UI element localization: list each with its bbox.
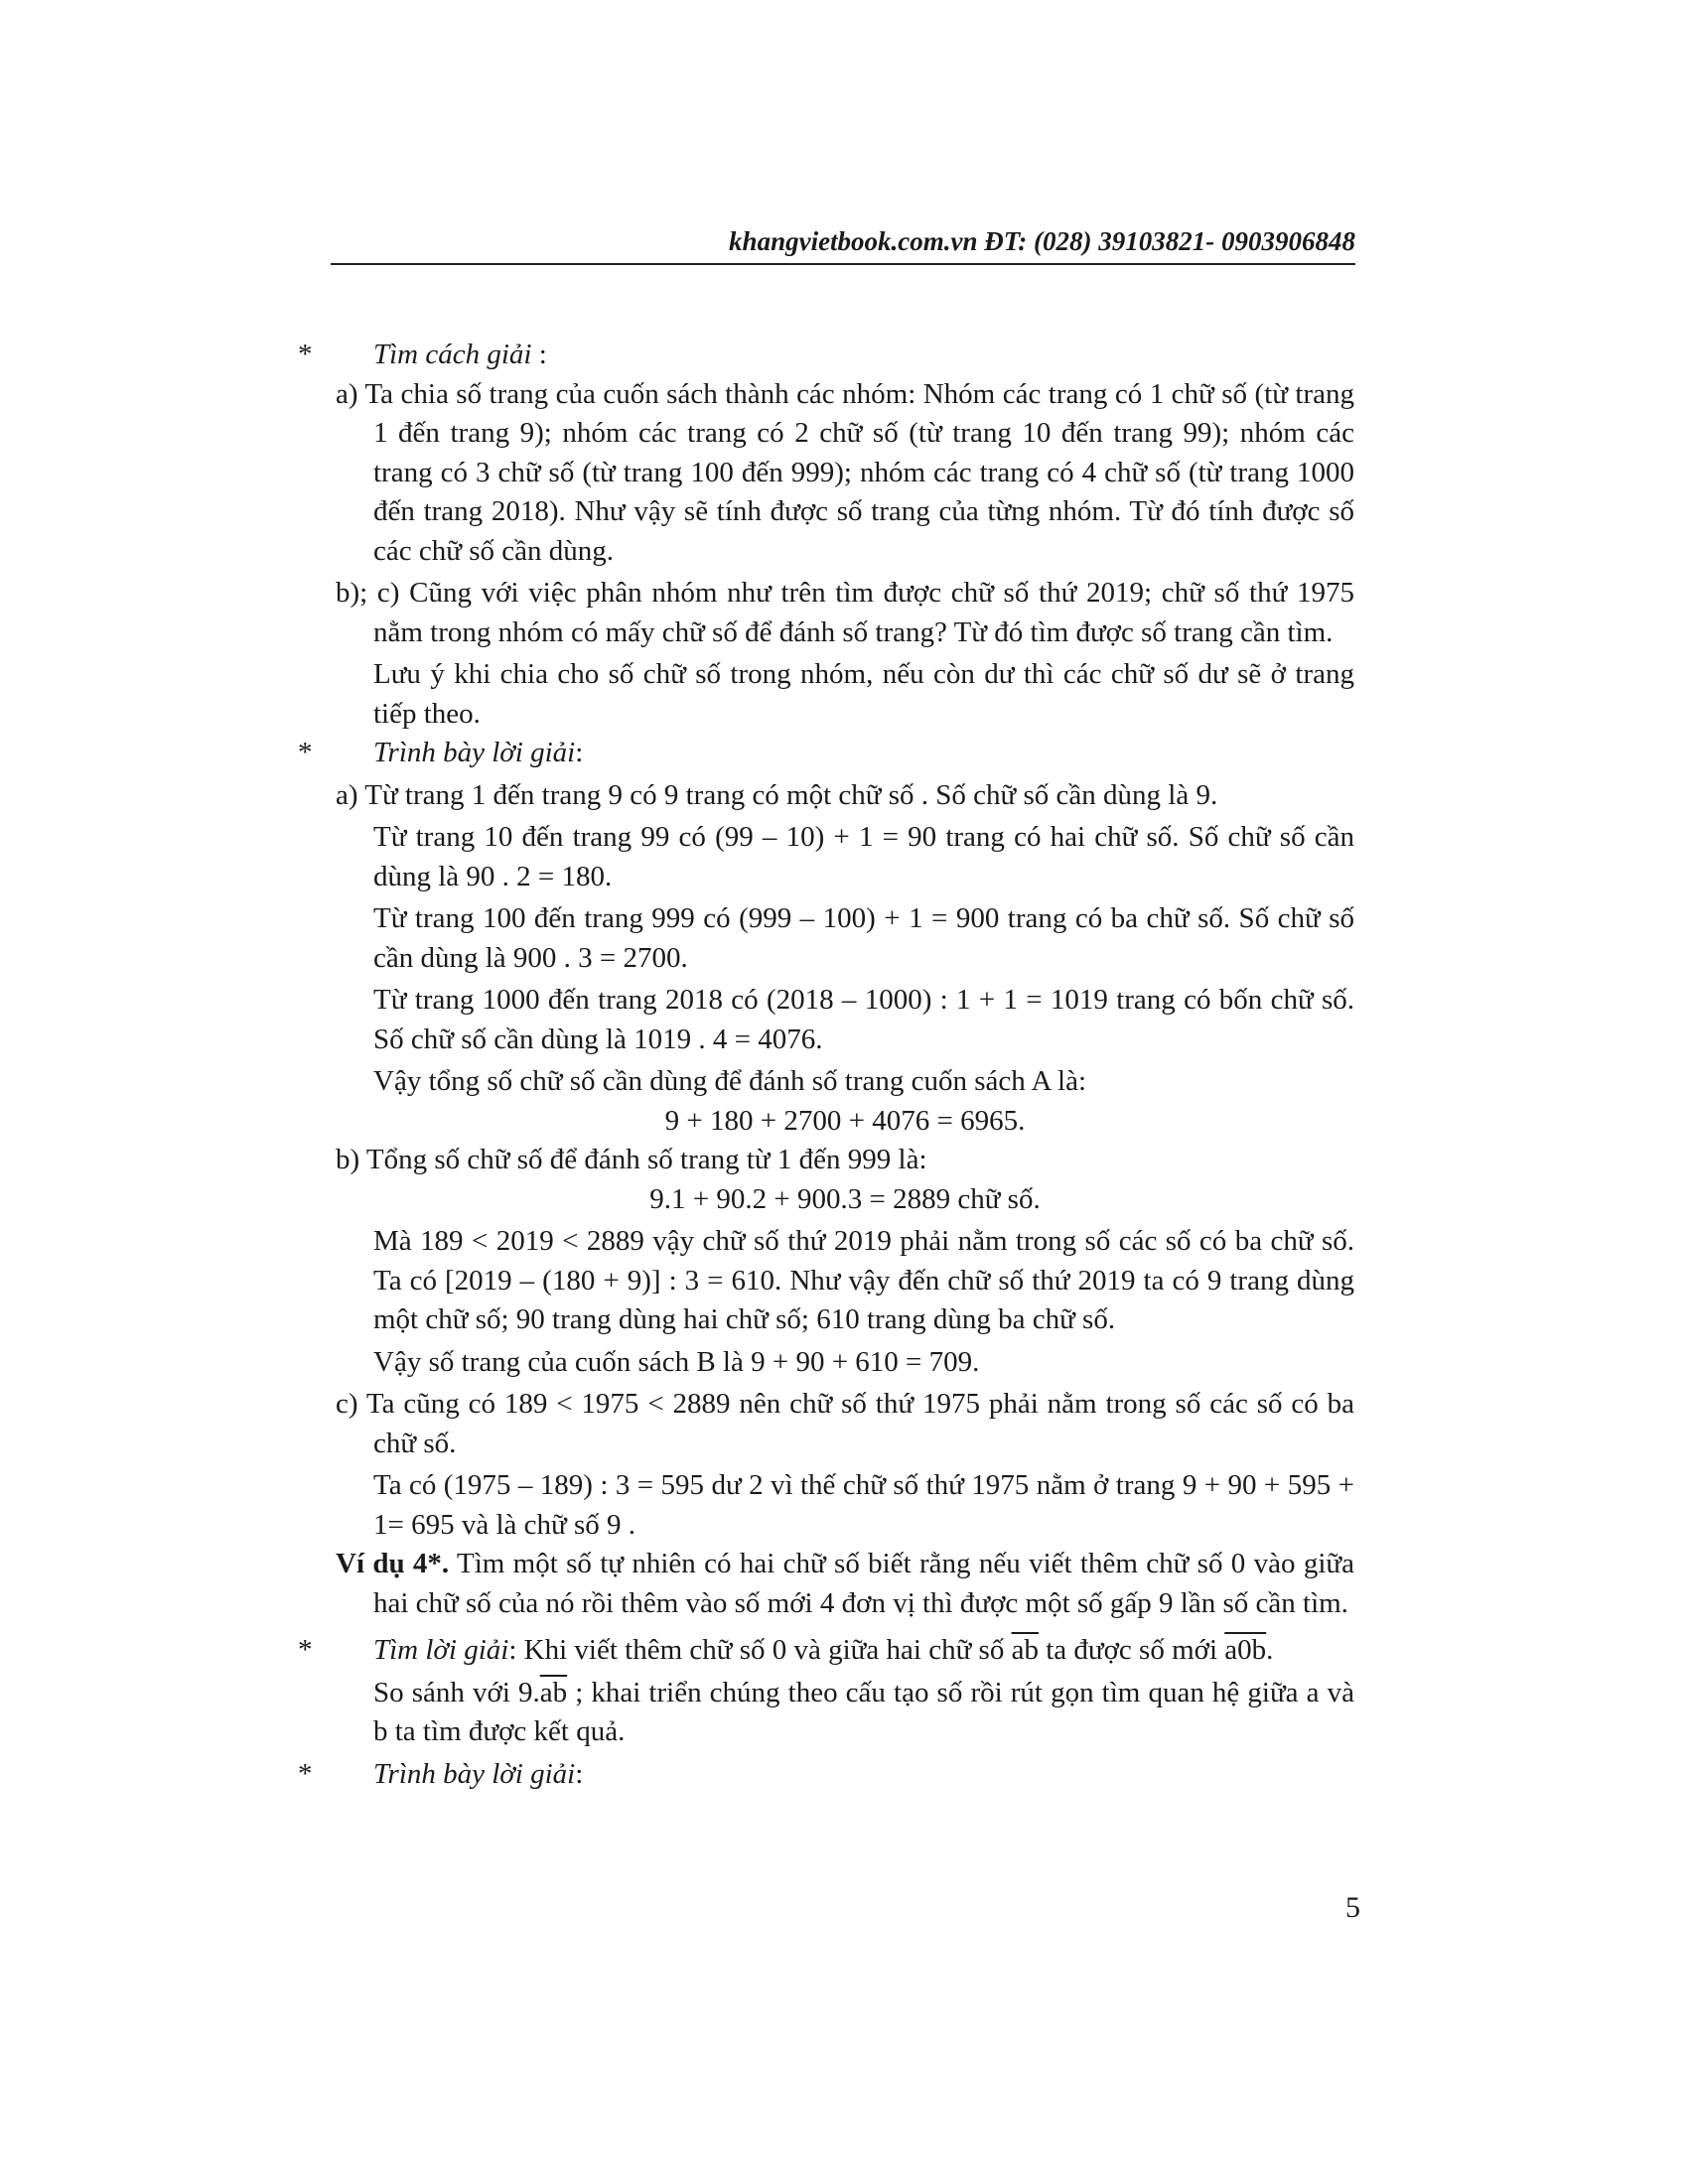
- solution-c-line1: c) Ta cũng có 189 < 1975 < 2889 nên chữ số thứ 1975 phải nằm trong số các số có ba chữ số.: [336, 1388, 1354, 1459]
- solution-b-line3: Mà 189 < 2019 < 2889 vậy chữ số thứ 2019 phải nằm trong số các số có ba chữ số. Ta có [2019 – (180 + 9)] : 3 = 610. Như vậy đến chữ số thứ 2019 ta có 9 trang dùng một chữ số; 90 trang dùng hai chữ số; 610 trang dùng ba chữ số.: [373, 1225, 1354, 1335]
- solution-heading: * Trình bày lời giải:: [298, 737, 584, 768]
- solution-a-line4: Từ trang 1000 đến trang 2018 có (2018 – 1000) : 1 + 1 = 1019 trang có bốn chữ số. Số chữ số cần dùng là 1019 . 4 = 4076.: [373, 984, 1354, 1055]
- solution-a-total: 9 + 180 + 2700 + 4076 = 6965.: [664, 1104, 1026, 1137]
- solution-b-line1: b) Tổng số chữ số để đánh số trang từ 1 đến 999 là:: [336, 1144, 927, 1175]
- solution-a-line3: Từ trang 100 đến trang 999 có (999 – 100) + 1 = 900 trang có ba chữ số. Số chữ số cần dùng là 900 . 3 = 2700.: [373, 902, 1354, 974]
- example-4: Ví dụ 4*. Tìm một số tự nhiên có hai chữ số biết rằng nếu viết thêm chữ số 0 vào giữa hai chữ số của nó rồi thêm vào số mới 4 đơn vị thì được một số gấp 9 lần số cần tìm.: [336, 1548, 1354, 1619]
- find-solution-line1: * Tìm lời giải: Khi viết thêm chữ số 0 và giữa hai chữ số $\overline{ab}$ ta được số mới a0b.: [298, 1634, 1274, 1666]
- overline-ab: $\overline{ab}$: [1011, 1634, 1039, 1666]
- find-method-heading: * Tìm cách giải :: [298, 339, 547, 370]
- solution-heading-2: * Trình bày lời giải:: [298, 1757, 584, 1790]
- solution-b-formula: 9.1 + 90.2 + 900.3 = 2889 chữ số.: [649, 1182, 1041, 1215]
- method-note: Lưu ý khi chia cho số chữ số trong nhóm, nếu còn dư thì các chữ số dư sẽ ở trang tiếp theo.: [373, 658, 1354, 730]
- page-content: [298, 336, 1354, 1794]
- solution-a-line2: Từ trang 10 đến trang 99 có (99 – 10) + 1 = 90 trang có hai chữ số. Số chữ số cần dùng là 90 . 2 = 180.: [373, 821, 1354, 892]
- solution-a-line5: Vậy tổng số chữ số cần dùng để đánh số trang cuốn sách A là:: [373, 1065, 1087, 1097]
- page-header: khangvietbook.com.vn ĐT: (028) 39103821- 0903906848: [331, 226, 1355, 265]
- solution-b-line4: Vậy số trang của cuốn sách B là 9 + 90 + 610 = 709.: [373, 1345, 980, 1378]
- solution-a-line1: a) Từ trang 1 đến trang 9 có 9 trang có một chữ số . Số chữ số cần dùng là 9.: [336, 778, 1218, 811]
- solution-c-line2: Ta có (1975 – 189) : 3 = 595 dư 2 vì thế chữ số thứ 1975 nằm ở trang 9 + 90 + 595 + 1= 695 và là chữ số 9 .: [373, 1469, 1354, 1541]
- find-solution-line2: So sánh với $9.\overline{ab}$ ; khai triển chúng theo cấu tạo số rồi rút gọn tìm quan hệ giữa a và b ta tìm được kết quả.: [373, 1676, 1354, 1747]
- page-number: 5: [1345, 1891, 1360, 1924]
- overline-a0b: a0b: [1224, 1634, 1267, 1666]
- method-a: a) Ta chia số trang của cuốn sách thành các nhóm: Nhóm các trang có 1 chữ số (từ trang 1 đến trang 9); nhóm các trang có 2 chữ số (từ trang 10 đến trang 99); nhóm các trang có 3 chữ số (từ trang 100 đến 999); nhóm các trang có 4 chữ số (từ trang 1000 đến trang 2018). Như vậy sẽ tính được số trang của từng nhóm. Từ đó tính được số các chữ số cần dùng.: [336, 377, 1354, 567]
- method-bc: b); c) Cũng với việc phân nhóm như trên tìm được chữ số thứ 2019; chữ số thứ 1975 nằm trong nhóm có mấy chữ số để đánh số trang? Từ đó tìm được số trang cần tìm.: [336, 577, 1354, 648]
- overline-ab-2: $\overline{ab}$: [539, 1676, 568, 1708]
